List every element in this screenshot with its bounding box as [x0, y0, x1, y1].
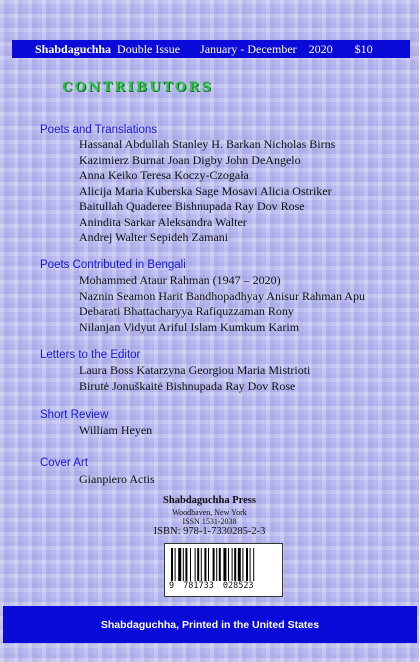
section-list-short-review [79, 423, 152, 439]
publication-name: Shabdaguchha [35, 41, 112, 56]
issue-price: $10 [354, 41, 373, 56]
barcode-lead-digit: 9 [169, 581, 175, 591]
press-issn: ISSN 1531-2038 [182, 517, 237, 526]
list-item: Anna Keiko Teresa Koczy-Czogała [79, 168, 249, 182]
section-list-cover-art [79, 472, 155, 488]
barcode-digits [169, 581, 279, 591]
list-item: Hassanal Abdullah Stanley H. Barkan Nicholas Birns [79, 137, 336, 151]
section-heading-cover-art: Cover Art [40, 457, 88, 469]
header-bar [12, 40, 410, 58]
barcode-group-1: 781733 [183, 581, 214, 591]
list-item: William Heyen [79, 423, 153, 437]
section-list-letters [79, 363, 310, 394]
section-heading-bengali-poets: Poets Contributed in Bengali [40, 259, 186, 271]
list-item: Birutė Jonuškaitė Bishnupada Ray Dov Rose [79, 378, 296, 393]
footer-text: Shabdaguchha, Printed in the United States [100, 618, 320, 631]
section-heading-poets-translations: Poets and Translations [40, 124, 157, 136]
section-list-bengali-poets [79, 273, 365, 335]
list-item: Kazimierz Burnat Joan Digby John DeAngelo [79, 152, 301, 167]
section-heading-letters: Letters to the Editor [40, 349, 141, 361]
section-heading-short-review: Short Review [40, 409, 109, 421]
footer-bar [3, 606, 417, 643]
list-item: Mohammed Ataur Rahman (1947 – 2020) [79, 273, 281, 287]
issue-label: Double Issue [117, 41, 181, 56]
press-location: Woodhaven, New York [172, 508, 247, 517]
list-item: Gianpiero Actis [79, 472, 155, 486]
press-isbn: ISBN: 978-1-7330285-2-3 [153, 526, 266, 537]
list-item: Debarati Bhattacharyya Rafiquzzaman Rony [79, 304, 294, 318]
issue-year: 2020 [308, 41, 333, 56]
barcode-bars-icon [171, 548, 276, 581]
list-item: Andrej Walter Sepideh Zamani [79, 230, 229, 244]
press-name: Shabdaguchha Press [163, 495, 256, 506]
barcode [164, 543, 283, 597]
section-list-poets-translations [79, 137, 335, 246]
list-item: Baitullah Quaderee Bishnupada Ray Dov Rose [79, 199, 305, 213]
list-item: Alicija Maria Kuberska Sage Mosavi Alicia Ostriker [79, 183, 332, 198]
issue-dates: January - December [200, 41, 297, 56]
list-item: Laura Boss Katarzyna Georgiou Maria Mistrioti [79, 363, 311, 377]
list-item: Anindita Sarkar Aleksandra Walter [79, 214, 247, 229]
list-item: Nilanjan Vidyut Ariful Islam Kumkum Karim [79, 319, 300, 334]
list-item: Naznin Seamon Harit Bandhopadhyay Anisur Rahman Apu [79, 288, 365, 303]
barcode-group-2: 028523 [222, 581, 254, 591]
contributors-title: CONTRIBUTORS [62, 80, 214, 95]
